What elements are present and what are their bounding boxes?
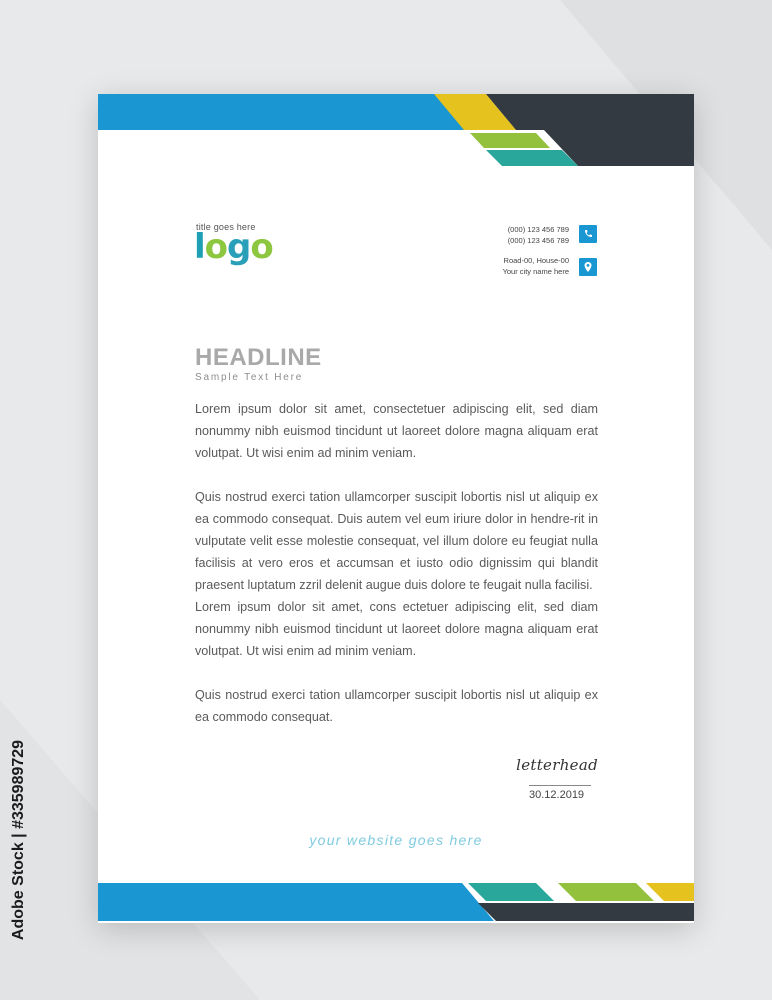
paragraph-4: Quis nostrud exerci tation ullamcorper suscipit lobortis nisl ut aliquip ex ea commodo consequat.: [195, 688, 598, 724]
letterhead-page: [98, 94, 694, 923]
logo: [194, 222, 273, 267]
top-green-strip: [470, 133, 550, 148]
contact-address: [503, 255, 569, 277]
logo-tagline: title goes here: [196, 222, 256, 232]
logo-letter-1: l: [194, 227, 205, 267]
top-decorative-band: [98, 94, 694, 174]
top-teal-strip: [486, 150, 578, 166]
logo-letter-2: o: [204, 227, 228, 267]
signature: letterhead: [516, 756, 598, 774]
address-line-2: Your city name here: [502, 267, 569, 276]
letter-body: [195, 398, 598, 728]
paragraph-2: Quis nostrud exerci tation ullamcorper suscipit lobortis nisl ut aliquip ex ea commodo consequat. Duis autem vel eum iriure dolor in hendre-rit in vulputate velit esse molestie consequat, vel illum dolore eu feugiat nulla facilisis at vero eros et accumsan et iusto odio dignissim qui blandit praesent luptatum zzril delenit augue duis dolore te feugait nulla facilisi.: [195, 490, 598, 592]
bottom-decorative-band: [98, 881, 694, 923]
phone-icon: [579, 225, 597, 243]
subheadline: Sample Text Here: [195, 372, 304, 383]
location-pin-icon: [579, 258, 597, 276]
phone-number-1: (000) 123 456 789: [507, 225, 569, 234]
address-line-1: Road-00, House-00: [503, 256, 569, 265]
bottom-green-strip: [558, 883, 654, 901]
stock-id-label: Adobe Stock | #335989729: [10, 739, 27, 941]
logo-letter-4: o: [250, 227, 273, 267]
headline: HEADLINE: [195, 344, 322, 371]
bottom-blue-strip: [98, 883, 494, 921]
bottom-teal-strip: [468, 883, 554, 901]
contact-phones: [508, 224, 569, 246]
signature-date: 30.12.2019: [529, 785, 591, 801]
paragraph-1: Lorem ipsum dolor sit amet, consectetuer adipiscing elit, sed diam nonummy nibh euismod tincidunt ut laoreet dolore magna aliquam erat volutpat. Ut wisi enim ad minim veniam.: [195, 402, 598, 460]
paragraph-3: Lorem ipsum dolor sit amet, cons ectetuer adipiscing elit, sed diam nonummy nibh euismod tincidunt ut laoreet dolore magna aliquam erat volutpat. Ut wisi enim ad minim veniam.: [195, 600, 598, 658]
website-footer: your website goes here: [309, 832, 483, 848]
logo-letter-3: g: [227, 227, 251, 267]
bottom-dark-strip: [478, 903, 694, 921]
bottom-yellow-strip: [646, 883, 694, 901]
phone-number-2: (000) 123 456 789: [507, 236, 569, 245]
top-blue-strip: [98, 94, 474, 130]
